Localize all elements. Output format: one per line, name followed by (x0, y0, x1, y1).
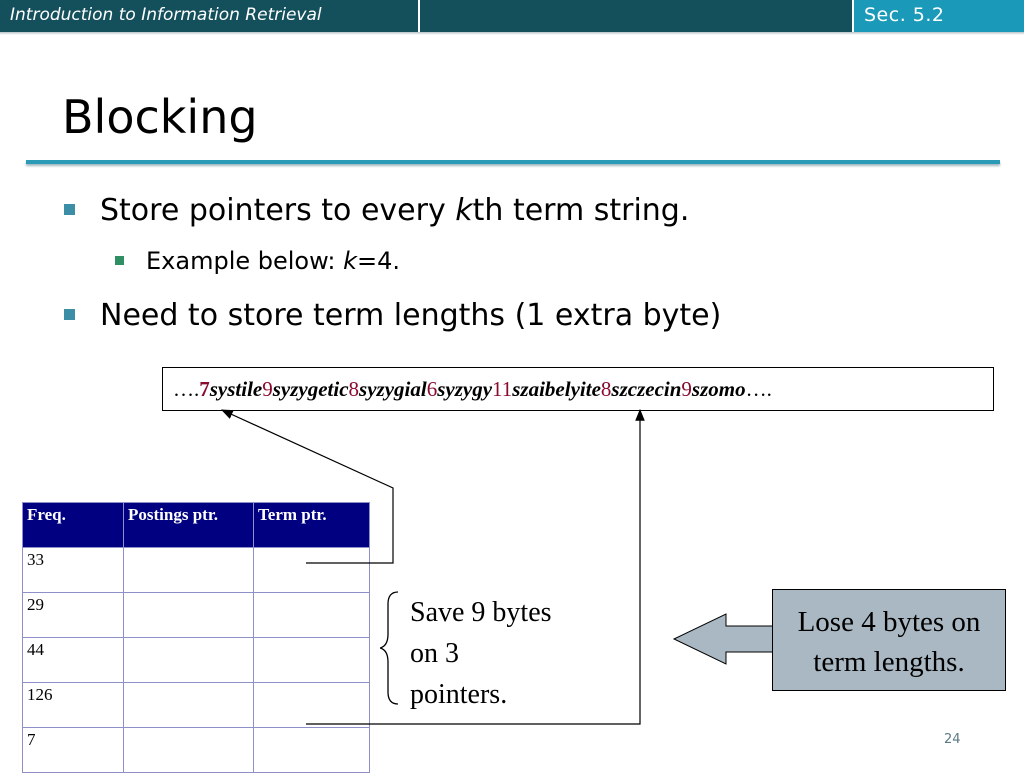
strip-term: syzygy (437, 377, 493, 401)
column-header-freq: Freq. (23, 503, 124, 548)
strip-length: 9 (262, 377, 273, 401)
course-title: Introduction to Information Retrieval (10, 5, 322, 25)
bullet-text-part: th term string. (472, 193, 690, 228)
save-bytes-note (410, 592, 552, 715)
strip-ellipsis: …. (173, 377, 200, 401)
strip-length: 8 (348, 377, 360, 401)
bullet-text-part: Example below: (146, 247, 344, 275)
freq-cell: 126 (23, 683, 124, 728)
strip-length: 8 (600, 377, 612, 401)
strip-term: szomo (691, 377, 746, 401)
left-arrow-icon (672, 612, 776, 666)
bullet-text-k: k (455, 193, 473, 228)
strip-term: szaibelyite (512, 377, 601, 401)
strip-length: 9 (681, 377, 692, 401)
bullet-text-part: Need to store term lengths (1 extra byte) (100, 298, 722, 333)
bullet-text-k: k (343, 247, 358, 275)
column-header-postings-ptr: Postings ptr. (124, 503, 254, 548)
save-note-line: Save 9 bytes (410, 597, 552, 628)
section-label: Sec. 5.2 (864, 4, 945, 26)
freq-cell: 33 (23, 548, 124, 593)
strip-term: szczecin (611, 377, 682, 401)
callout-line: Lose 4 bytes on (797, 606, 981, 638)
column-header-term-ptr: Term ptr. (254, 503, 370, 548)
strip-length: 6 (426, 377, 438, 401)
pointer-arrow-33 (222, 410, 393, 563)
save-note-line: on 3 (410, 638, 459, 669)
strip-length: 11 (492, 377, 513, 401)
slide-title: Blocking (62, 90, 258, 144)
page-number: 24 (944, 732, 961, 747)
strip-term: syzygetic (272, 377, 349, 401)
bullet-text-part: =4. (357, 247, 401, 275)
freq-cell: 44 (23, 638, 124, 683)
callout-line: term lengths. (813, 646, 965, 678)
strip-ellipsis: …. (745, 377, 772, 401)
freq-cell: 7 (23, 728, 124, 773)
lose-bytes-callout (772, 589, 1006, 691)
strip-term: systile (209, 377, 263, 401)
freq-cell: 29 (23, 593, 124, 638)
strip-term: syzygial (359, 377, 427, 401)
bullet-text-part: Store pointers to every (100, 193, 456, 228)
save-note-line: pointers. (410, 679, 508, 710)
brace-icon (380, 588, 408, 708)
strip-length: 7 (199, 377, 210, 401)
